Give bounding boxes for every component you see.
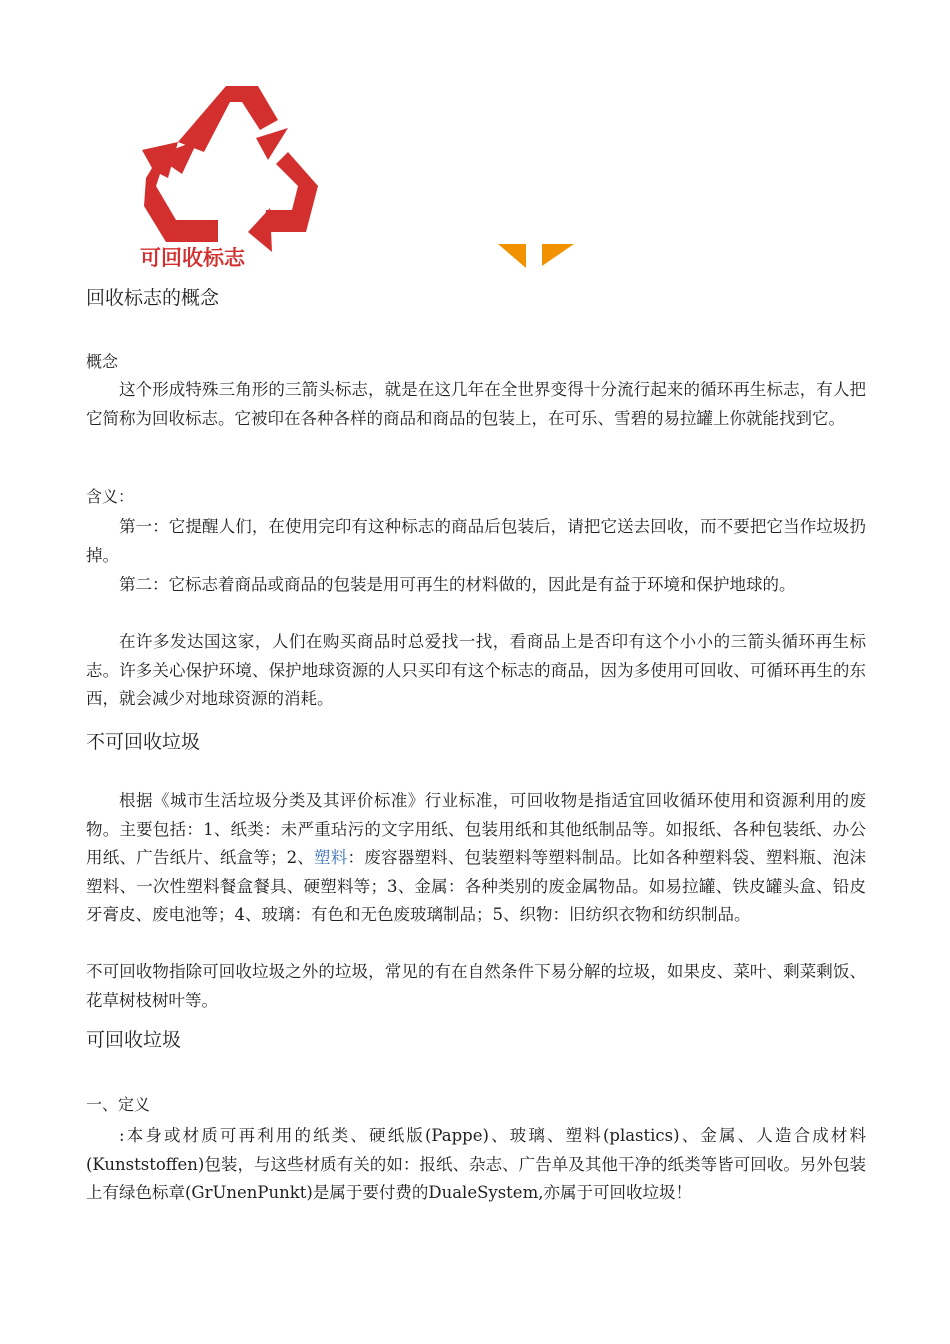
standard-paragraph xyxy=(86,787,866,930)
section-title-recyclable: 可回收垃圾 xyxy=(86,1029,182,1051)
meaning-label: 含义： xyxy=(86,487,135,506)
definition-label: 一、定义 xyxy=(86,1095,151,1114)
meaning-paragraph-3: 在许多发达国这家，人们在购买商品时总爱找一找，看商品上是否印有这个小小的三箭头循环再生标志。许多关心保护环境、保护地球资源的人只买印有这个标志的商品，因为多使用可回收、可循环再生的东西，就会减少对地球资源的消耗。 xyxy=(86,632,866,708)
concept-label: 概念 xyxy=(86,352,119,371)
standard-text-end: ：废容器塑料、包装塑料等塑料制品。比如各种塑料袋、塑料瓶、泡沫塑料、一次性塑料餐盒餐具、硬塑料等；3、金属：各种类别的废金属物品。如易拉罐、铁皮罐头盒、铅皮牙膏皮、废电池等；4、玻璃：有色和无色废玻璃制品；5、织物：旧纺织衣物和纺织制品。 xyxy=(86,848,867,924)
orange-arrows-icon xyxy=(498,244,576,268)
plastics-link[interactable]: 塑料 xyxy=(314,848,348,867)
concept-paragraph: 这个形成特殊三角形的三箭头标志，就是在这几年在全世界变得十分流行起来的循环再生标志，有人把它简称为回收标志。它被印在各种各样的商品和商品的包装上，在可乐、雪碧的易拉罐上你就能找到它。 xyxy=(86,380,866,428)
meaning-paragraph-2: 第二：它标志着商品或商品的包装是用可再生的材料做的，因此是有益于环境和保护地球的。 xyxy=(119,575,796,594)
logo-caption: 可回收标志 xyxy=(140,246,245,270)
non-recyclable-paragraph: 不可回收物指除可回收垃圾之外的垃圾，常见的有在自然条件下易分解的垃圾，如果皮、菜叶、剩菜剩饭、花草树枝树叶等。 xyxy=(86,962,866,1010)
standard-text-start: 根据《城市生活垃圾分类及其评价标准》行业标准，可回收物是指适宜回收循环使用和资源利用的废物。主要包括：1、纸类：未严重玷污的文字用纸、包装用纸和其他纸制品等。如报纸、各种包装纸、办公用纸、广告纸片、纸盒等；2、 xyxy=(86,791,866,867)
meaning-paragraph-1: 第一：它提醒人们，在使用完印有这种标志的商品后包装后，请把它送去回收，而不要把它当作垃圾扔掉。 xyxy=(86,517,866,565)
section-title-non-recyclable: 不可回收垃圾 xyxy=(86,731,201,753)
definition-paragraph: :本身或材质可再利用的纸类、硬纸版(Pappe)、玻璃、塑料(plastics)、金属、人造合成材料(Kunststoffen)包装，与这些材质有关的如：报纸、杂志、广告单及其他干净的纸类等皆可回收。另外包装上有绿色标章(GrUnenPunkt)是属于要付费的DualeSystem,亦属于可回收垃圾！ xyxy=(86,1126,866,1202)
section-title-recycle-concept: 回收标志的概念 xyxy=(86,287,220,309)
